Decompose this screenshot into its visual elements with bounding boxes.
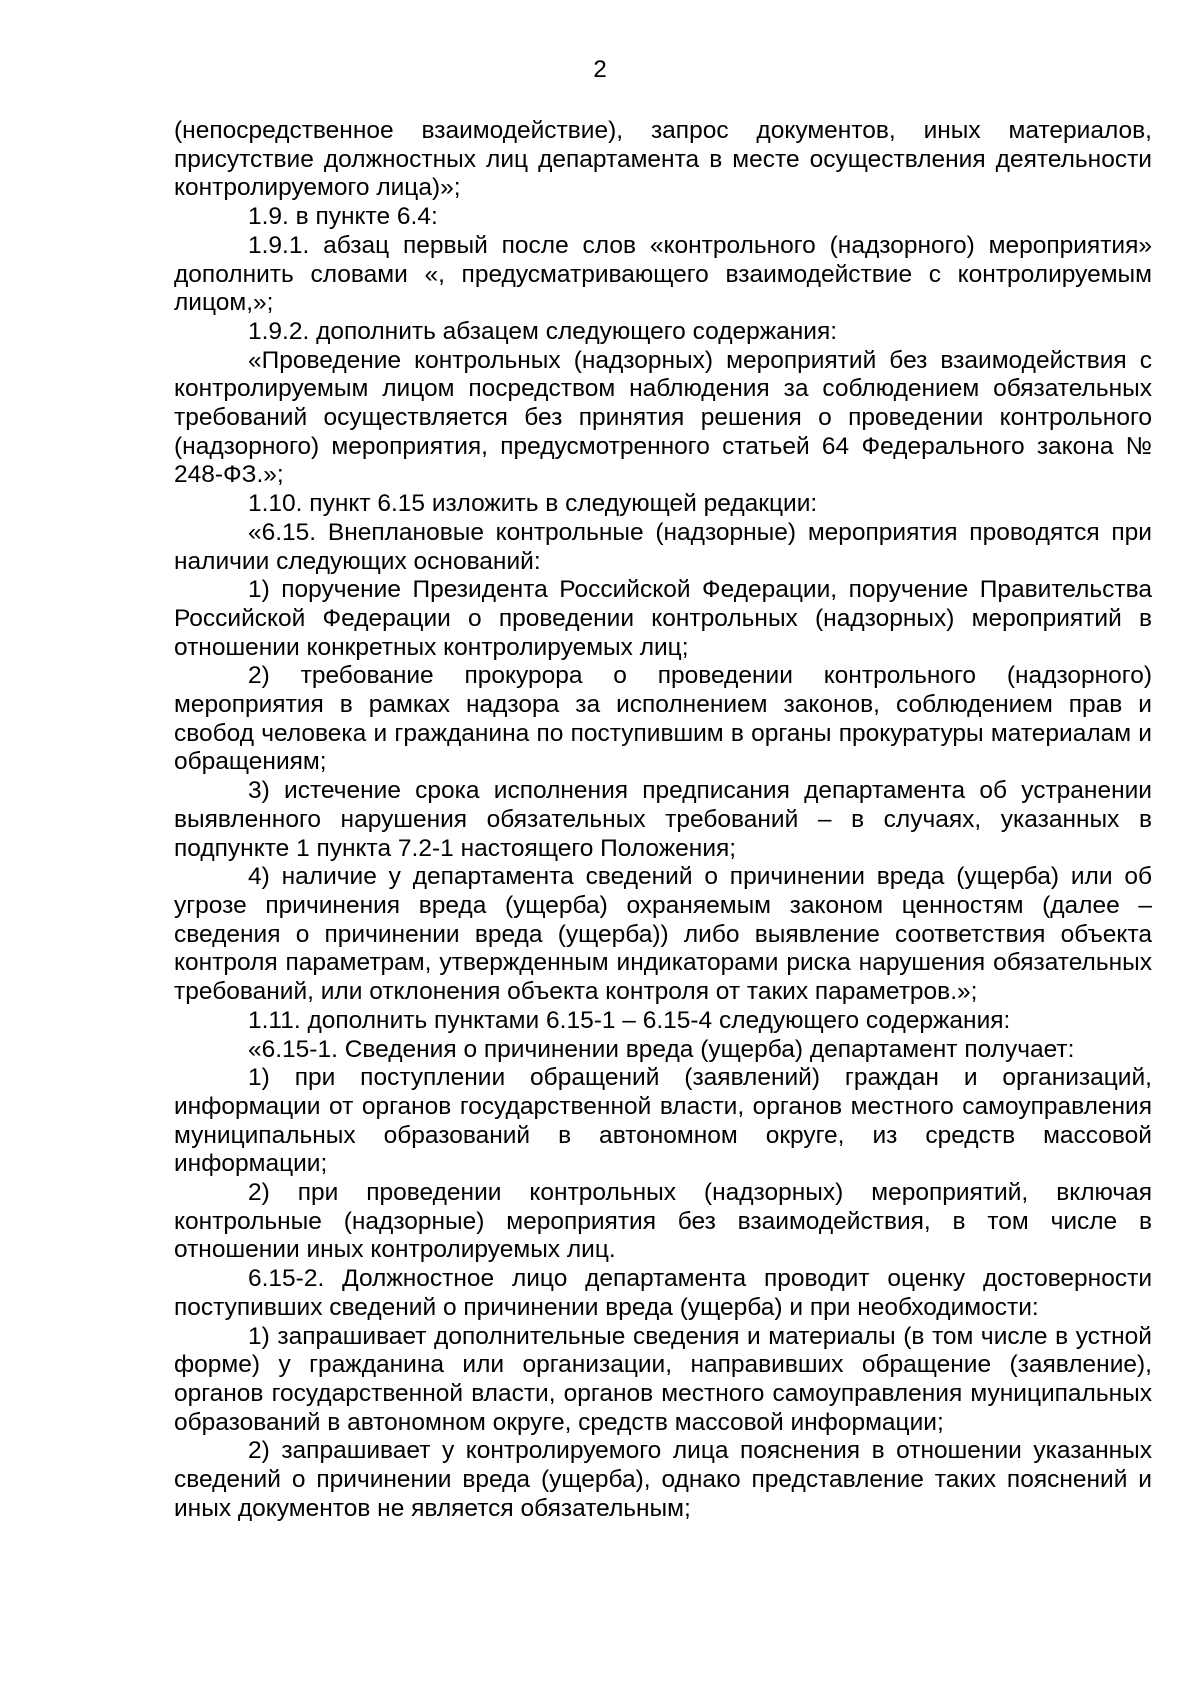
paragraph: 2) требование прокурора о проведении контрольного (надзорного) мероприятия в рамках надзора за исполнением законов, соблюдением прав и свобод человека и гражданина по поступившим в органы прокуратуры материалам и обращениям;: [174, 662, 1152, 776]
paragraph: 2) при проведении контрольных (надзорных) мероприятий, включая контрольные (надзорные) мероприятия без взаимодействия, в том числе в отношении иных контролируемых лиц.: [174, 1179, 1152, 1264]
paragraph: «Проведение контрольных (надзорных) мероприятий без взаимодействия с контролируемым лицом посредством наблюдения за соблюдением обязательных требований осуществляется без принятия решения о проведении контрольного (надзорного) мероприятия, предусмотренного статьей 64 Федерального закона № 248-ФЗ.»;: [174, 346, 1152, 489]
paragraph: 6.15-2. Должностное лицо департамента проводит оценку достоверности поступивших сведений о причинении вреда (ущерба) и при необходимости:: [174, 1265, 1152, 1321]
document-body: [174, 117, 1152, 1523]
paragraph: 1) при поступлении обращений (заявлений) граждан и организаций, информации от органов государственной власти, органов местного самоуправления муниципальных образований в автономном округе, из средств массовой информации;: [174, 1064, 1152, 1178]
paragraph: 1.9. в пункте 6.4:: [248, 203, 438, 231]
paragraph: 1) поручение Президента Российской Федерации, поручение Правительства Российской Федерации о проведении контрольных (надзорных) мероприятий в отношении конкретных контролируемых лиц;: [174, 576, 1152, 661]
paragraph: 3) истечение срока исполнения предписания департамента об устранении выявленного нарушения обязательных требований – в случаях, указанных в подпункте 1 пункта 7.2-1 настоящего Положения;: [174, 777, 1152, 862]
paragraph: 1.11. дополнить пунктами 6.15-1 – 6.15-4 следующего содержания:: [248, 1006, 1011, 1034]
paragraph: 1.9.1. абзац первый после слов «контрольного (надзорного) мероприятия» дополнить словами «, предусматривающего взаимодействие с контролируемым лицом,»;: [174, 231, 1152, 317]
paragraph: 4) наличие у департамента сведений о причинении вреда (ущерба) или об угрозе причинения вреда (ущерба) охраняемым законом ценностям (далее – сведения о причинении вреда (ущерба)) либо выявление соответствия объекта контроля параметрам, утвержденным индикаторами риска нарушения обязательных требований, или отклонения объекта контроля от таких параметров.»;: [174, 863, 1152, 1006]
paragraph: 1) запрашивает дополнительные сведения и материалы (в том числе в устной форме) у гражданина или организации, направивших обращение (заявление), органов государственной власти, органов местного самоуправления муниципальных образований в автономном округе, средств массовой информации;: [174, 1322, 1152, 1436]
paragraph: «6.15-1. Сведения о причинении вреда (ущерба) департамент получает:: [248, 1035, 1075, 1063]
paragraph: 1.10. пункт 6.15 изложить в следующей редакции:: [248, 490, 818, 518]
paragraph: 2) запрашивает у контролируемого лица пояснения в отношении указанных сведений о причинении вреда (ущерба), однако представление таких пояснений и иных документов не является обязательным;: [174, 1437, 1152, 1522]
paragraph: (непосредственное взаимодействие), запрос документов, иных материалов, присутствие должностных лиц департамента в месте осуществления деятельности контролируемого лица)»;: [174, 117, 1152, 202]
paragraph: «6.15. Внеплановые контрольные (надзорные) мероприятия проводятся при наличии следующих оснований:: [174, 518, 1152, 575]
paragraph: 1.9.2. дополнить абзацем следующего содержания:: [248, 317, 838, 345]
page-number: 2: [593, 56, 607, 83]
